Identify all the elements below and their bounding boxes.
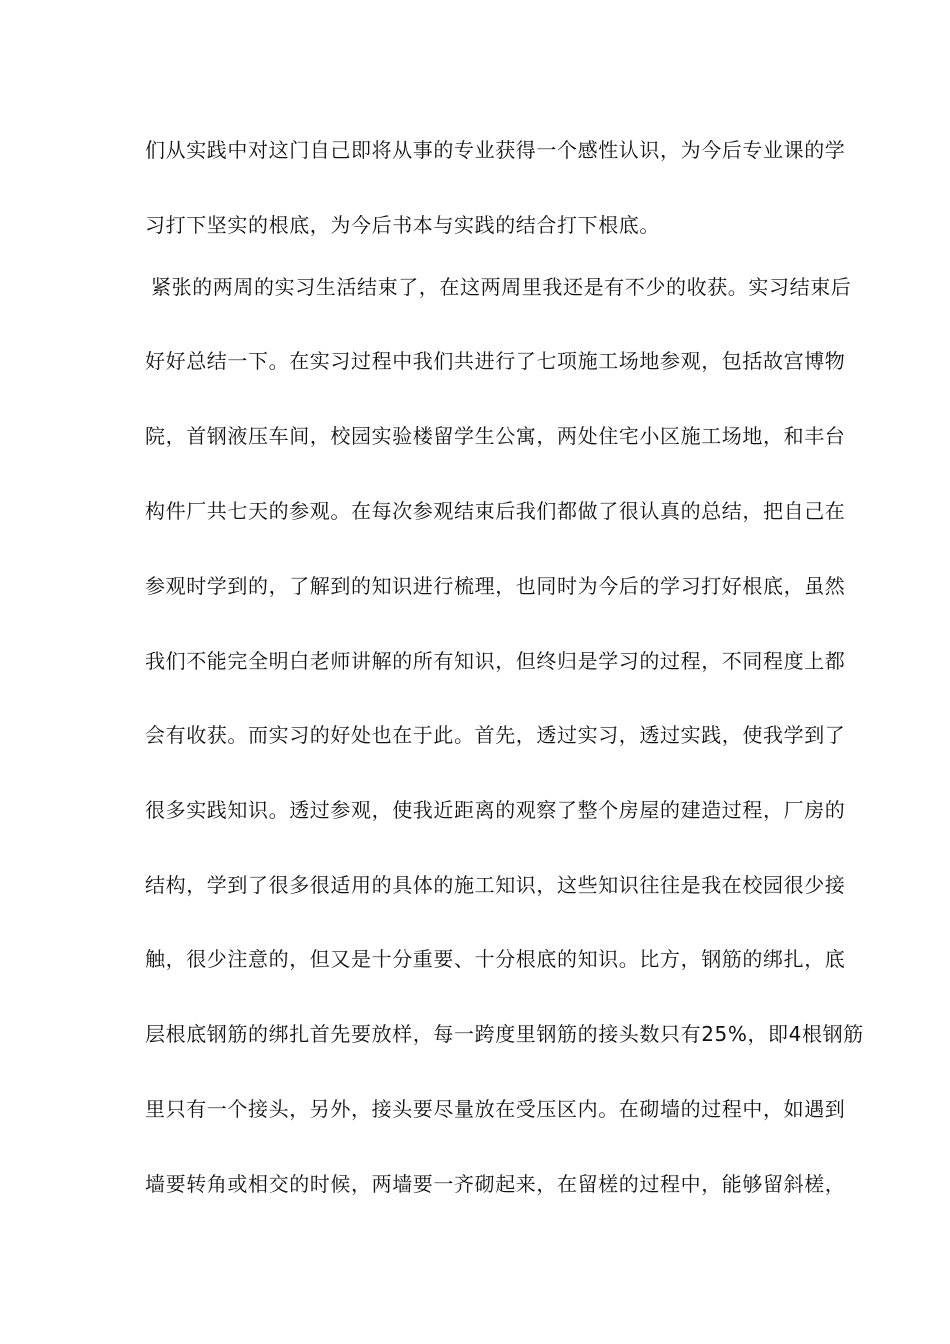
- text-line-11: 结构，学到了很多很适用的具体的施工知识，这些知识往往是我在校园很少接: [145, 873, 846, 897]
- text-line-13: 层根底钢筋的绑扎首先要放样，每一跨度里钢筋的接头数只有25%，即4根钢筋: [145, 1022, 864, 1046]
- text-line-6: 构件厂共七天的参观。在每次参观结束后我们都做了很认真的总结，把自己在: [145, 499, 846, 523]
- text-line-7: 参观时学到的，了解到的知识进行梳理，也同时为今后的学习打好根底，虽然: [145, 574, 846, 598]
- text-line-10: 很多实践知识。透过参观，使我近距离的观察了整个房屋的建造过程，厂房的: [145, 798, 846, 822]
- text-line-2: 习打下坚实的根底，为今后书本与实践的结合打下根底。: [145, 213, 660, 237]
- text-line-4: 好好总结一下。在实习过程中我们共进行了七项施工场地参观，包括故宫博物: [145, 349, 846, 373]
- text-line-5: 院，首钢液压车间，校园实验楼留学生公寓，两处住宅小区施工场地，和丰台: [145, 424, 846, 448]
- text-line-1: 们从实践中对这门自己即将从事的专业获得一个感性认识，为今后专业课的学: [145, 138, 846, 162]
- text-line-3: 紧张的两周的实习生活结束了，在这两周里我还是有不少的收获。实习结束后: [151, 275, 852, 299]
- text-line-9: 会有收获。而实习的好处也在于此。首先，透过实习，透过实践，使我学到了: [145, 723, 846, 747]
- text-line-12: 触，很少注意的，但又是十分重要、十分根底的知识。比方，钢筋的绑扎，底: [145, 947, 846, 971]
- text-line-15: 墙要转角或相交的时候，两墙要一齐砌起来，在留槎的过程中，能够留斜槎，: [145, 1172, 846, 1196]
- text-line-14: 里只有一个接头，另外，接头要尽量放在受压区内。在砌墙的过程中，如遇到: [145, 1097, 846, 1121]
- text-line-8: 我们不能完全明白老师讲解的所有知识，但终归是学习的过程，不同程度上都: [145, 649, 846, 673]
